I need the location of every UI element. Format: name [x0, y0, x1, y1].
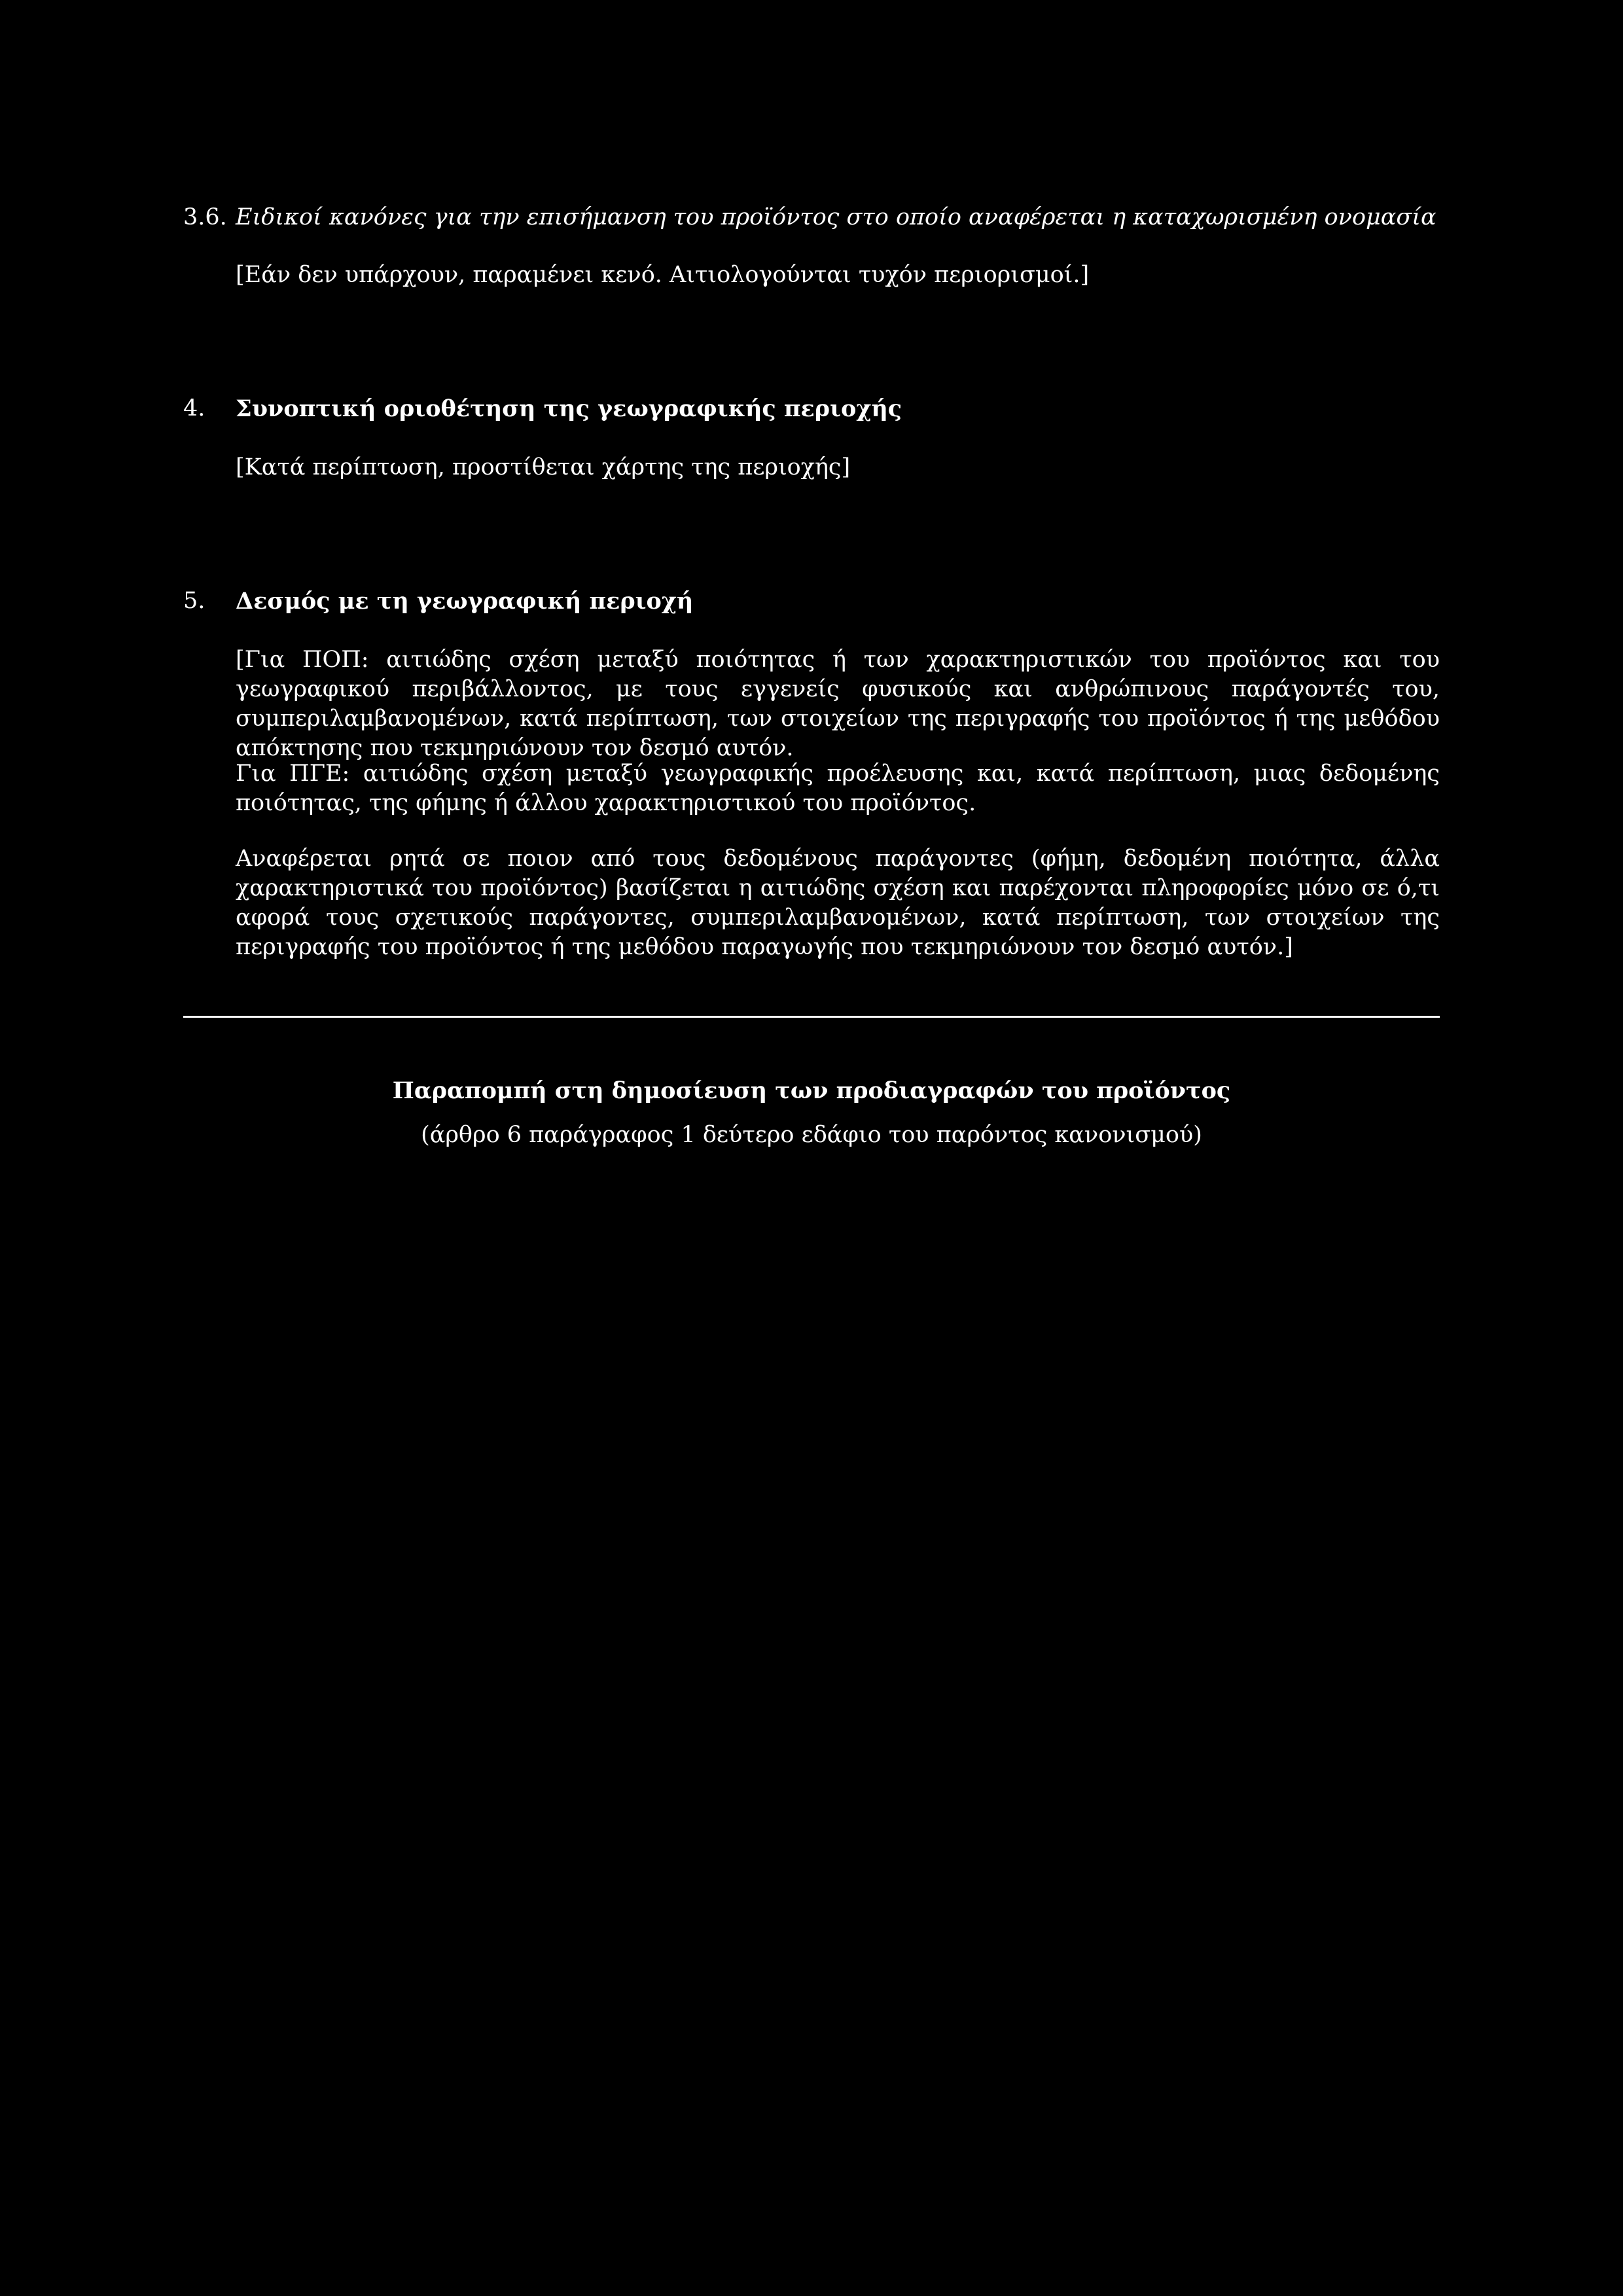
- section-3-6-heading: Ειδικοί κανόνες για την επισήμανση του προϊόντος στο οποίο αναφέρεται η καταχωρισμένη ονομασία: [236, 204, 1436, 230]
- section-4-note: [Κατά περίπτωση, προστίθεται χάρτης της περιοχής]: [236, 454, 851, 480]
- footer-subtitle: (άρθρο 6 παράγραφος 1 δεύτερο εδάφιο του παρόντος κανονισμού): [421, 1122, 1202, 1148]
- section-5-paragraph-pdo: [Για ΠΟΠ: αιτιώδης σχέση μεταξύ ποιότητας ή των χαρακτηριστικών του προϊόντος και του γεωγραφικού περιβάλλοντος, με τους εγγενείς φυσικούς και ανθρώπινους παράγοντές του, συμπεριλαμβανομένων, κατά περίπτωση, των στοιχείων της περιγραφής του προϊόντος ή της μεθόδου απόκτησης που τεκμηριώνουν τον δεσμό αυτόν.: [236, 647, 1440, 761]
- section-4-heading: Συνοπτική οριοθέτηση της γεωγραφικής περιοχής: [236, 395, 902, 422]
- section-5-number: 5.: [183, 588, 205, 614]
- section-4-number: 4.: [183, 395, 205, 422]
- section-3-6-number: 3.6.: [183, 204, 227, 230]
- section-5-paragraph-pgi: Για ΠΓΕ: αιτιώδης σχέση μεταξύ γεωγραφικής προέλευσης και, κατά περίπτωση, μιας δεδομένης ποιότητας, της φήμης ή άλλου χαρακτηριστικού του προϊόντος.: [236, 761, 1440, 816]
- footer-title: Παραπομπή στη δημοσίευση των προδιαγραφών του προϊόντος: [392, 1077, 1231, 1104]
- section-3-6-note: [Εάν δεν υπάρχουν, παραμένει κενό. Αιτιολογούνται τυχόν περιορισμοί.]: [236, 262, 1090, 288]
- section-5-heading: Δεσμός με τη γεωγραφική περιοχή: [236, 588, 694, 615]
- horizontal-rule: [183, 1016, 1440, 1018]
- section-5-paragraph-factors: Αναφέρεται ρητά σε ποιον από τους δεδομένους παράγοντες (φήμη, δεδομένη ποιότητα, άλλα χαρακτηριστικά του προϊόντος) βασίζεται η αιτιώδης σχέση και παρέχονται πληροφορίες μόνο σε ό,τι αφορά τους σχετικούς παράγοντες, συμπεριλαμβανομένων, κατά περίπτωση, των στοιχείων της περιγραφής του προϊόντος ή της μεθόδου παραγωγής που τεκμηριώνουν τον δεσμό αυτόν.]: [236, 846, 1440, 960]
